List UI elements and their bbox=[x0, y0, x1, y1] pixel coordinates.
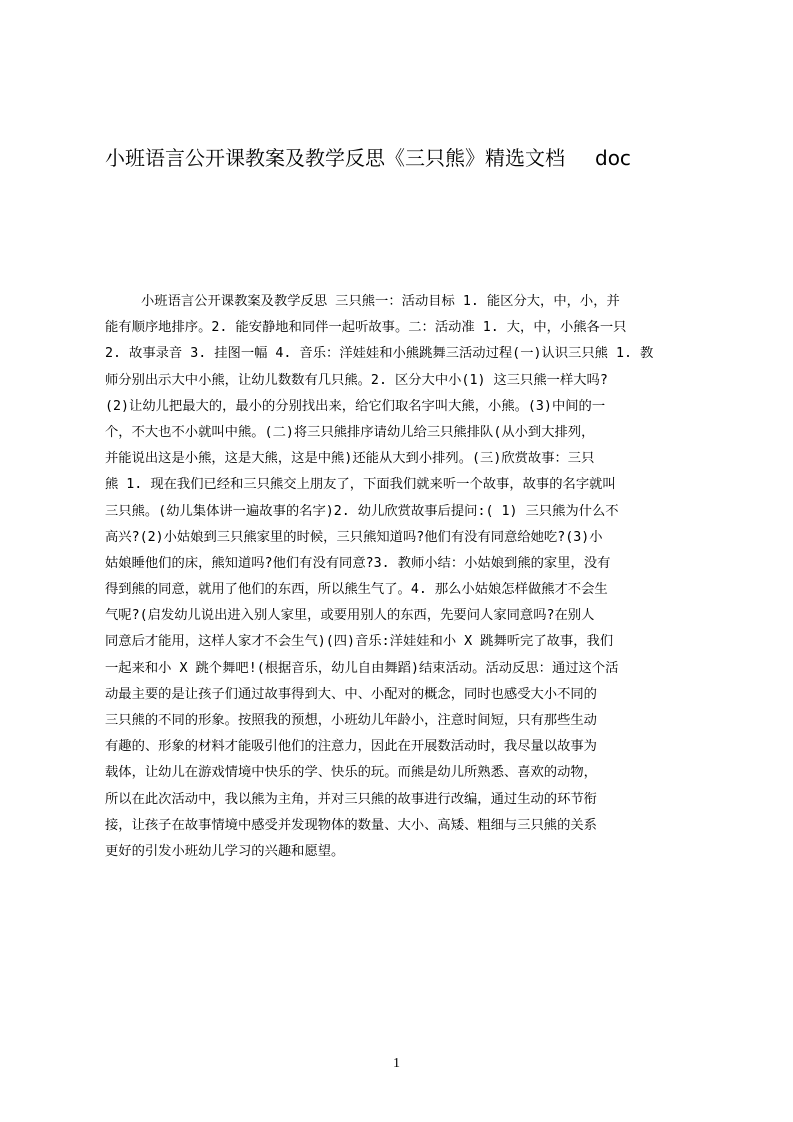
body-line: 个，不大也不小就叫中熊。(二)将三只熊排序请幼儿给三只熊排队(从小到大排列， bbox=[105, 424, 595, 440]
body-line: 2. 故事录音 3. 挂图一幅 4. 音乐：洋娃娃和小熊跳舞三活动过程(一)认识三只熊 1. 教 bbox=[105, 346, 654, 362]
body-line: (2)让幼儿把最大的，最小的分别找出来，给它们取名字叫大熊，小熊。(3)中间的一 bbox=[105, 398, 606, 414]
body-line: 能有顺序地排序。2. 能安静地和同伴一起听故事。二：活动准 1. 大，中，小熊各一只 bbox=[105, 320, 627, 336]
body-line: 小班语言公开课教案及教学反思 三只熊一：活动目标 1. 能区分大，中，小，并 bbox=[141, 294, 620, 309]
body-line: 姑娘睡他们的床，熊知道吗?他们有没有同意?3. 教师小结：小姑娘到熊的家里，没有 bbox=[105, 555, 611, 571]
body-line: 三只熊。(幼儿集体讲一遍故事的名字)2. 幼儿欣赏故事后提问:( 1) 三只熊为什么不 bbox=[105, 503, 619, 519]
body-line: 更好的引发小班幼儿学习的兴趣和愿望。 bbox=[105, 843, 345, 859]
document-body bbox=[105, 289, 697, 865]
body-line: 同意后才能用，这样人家才不会生气)(四)音乐:洋娃娃和小 X 跳舞听完了故事，我们 bbox=[105, 634, 614, 650]
body-line: 气呢?(启发幼儿说出进入别人家里，或要用别人的东西，先要问人家同意吗?在别人 bbox=[105, 608, 595, 624]
body-line: 一起来和小 X 跳个舞吧!(根据音乐，幼儿自由舞蹈)结束活动。活动反思：通过这个活 bbox=[105, 660, 619, 676]
document-title bbox=[105, 144, 705, 172]
title-text: 小班语言公开课教案及教学反思《三只熊》精选文档 bbox=[105, 146, 565, 170]
body-line: 所以在此次活动中，我以熊为主角，并对三只熊的故事进行改编，通过生动的环节衔 bbox=[105, 791, 597, 807]
title-suffix: doc bbox=[595, 146, 631, 170]
body-line: 师分别出示大中小熊，让幼儿数数有几只熊。2. 区分大中小(1) 这三只熊一样大吗? bbox=[105, 372, 608, 388]
body-line: 熊 1. 现在我们已经和三只熊交上朋友了，下面我们就来听一个故事，故事的名字就叫 bbox=[105, 477, 616, 493]
body-line: 接，让孩子在故事情境中感受并发现物体的数量、大小、高矮、粗细与三只熊的关系 bbox=[105, 817, 597, 833]
body-line: 有趣的、形象的材料才能吸引他们的注意力，因此在开展数活动时，我尽量以故事为 bbox=[105, 739, 597, 755]
body-line: 高兴?(2)小姑娘到三只熊家里的时候，三只熊知道吗?他们有没有同意给她吃?(3)小 bbox=[105, 529, 603, 545]
body-line: 载体，让幼儿在游戏情境中快乐的学、快乐的玩。而熊是幼儿所熟悉、喜欢的动物， bbox=[105, 765, 597, 781]
body-line: 三只熊的不同的形象。按照我的预想，小班幼儿年龄小，注意时间短，只有那些生动 bbox=[105, 713, 597, 728]
body-line: 得到熊的同意，就用了他们的东西，所以熊生气了。4. 那么小姑娘怎样做熊才不会生 bbox=[105, 582, 608, 598]
page-number: 1 bbox=[393, 1056, 400, 1071]
body-line: 动最主要的是让孩子们通过故事得到大、中、小配对的概念，同时也感受大小不同的 bbox=[105, 686, 597, 702]
body-line: 并能说出这是小熊，这是大熊，这是中熊)还能从大到小排列。(三)欣赏故事：三只 bbox=[105, 451, 595, 467]
